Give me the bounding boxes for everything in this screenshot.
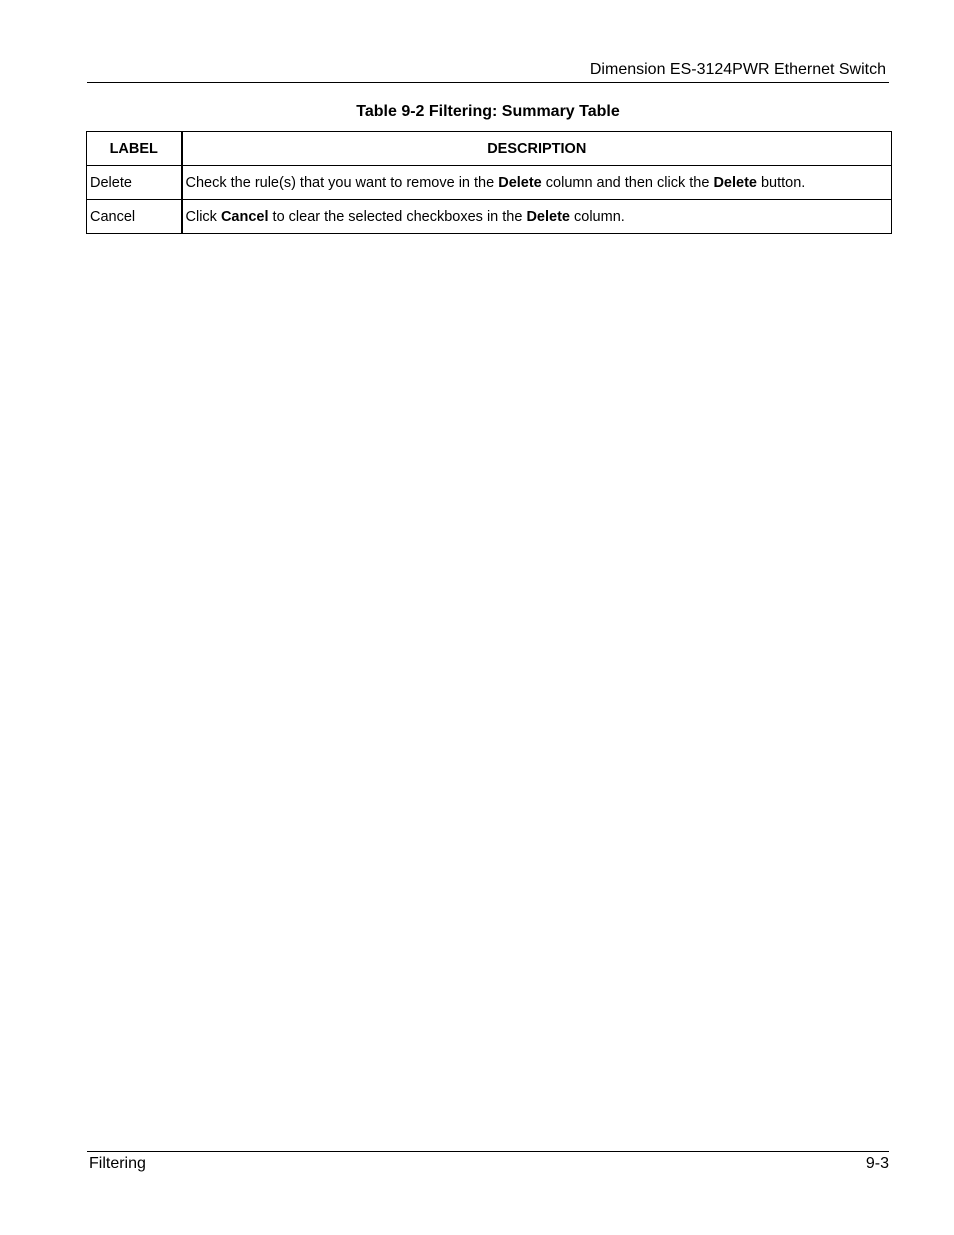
description-text: Click [185,208,221,225]
description-text: to clear the selected checkboxes in the [268,208,527,225]
row-label: Delete [87,166,182,200]
table-caption: Table 9-2 Filtering: Summary Table [356,103,620,120]
table-row [87,200,892,234]
column-header-label: LABEL [87,132,182,166]
summary-table [86,131,892,234]
header-divider [87,82,889,83]
description-text: column and then click the [541,174,714,191]
row-description [182,166,892,200]
table-header-row [87,132,892,166]
description-text: column. [569,208,625,225]
table-row [87,166,892,200]
running-header: Dimension ES-3124PWR Ethernet Switch [589,61,886,78]
footer-page-number: 9-3 [865,1155,889,1172]
row-description [182,200,892,234]
description-text: Check the rule(s) that you want to remove in the [185,174,499,191]
column-header-description: DESCRIPTION [182,132,892,166]
row-label: Cancel [87,200,182,234]
description-text: button. [756,174,806,191]
description-emphasis: Delete [713,174,757,191]
description-emphasis: Delete [526,208,570,225]
description-emphasis: Cancel [220,208,269,225]
footer-divider [87,1151,889,1152]
description-emphasis: Delete [498,174,542,191]
footer-section-name: Filtering [89,1155,146,1172]
